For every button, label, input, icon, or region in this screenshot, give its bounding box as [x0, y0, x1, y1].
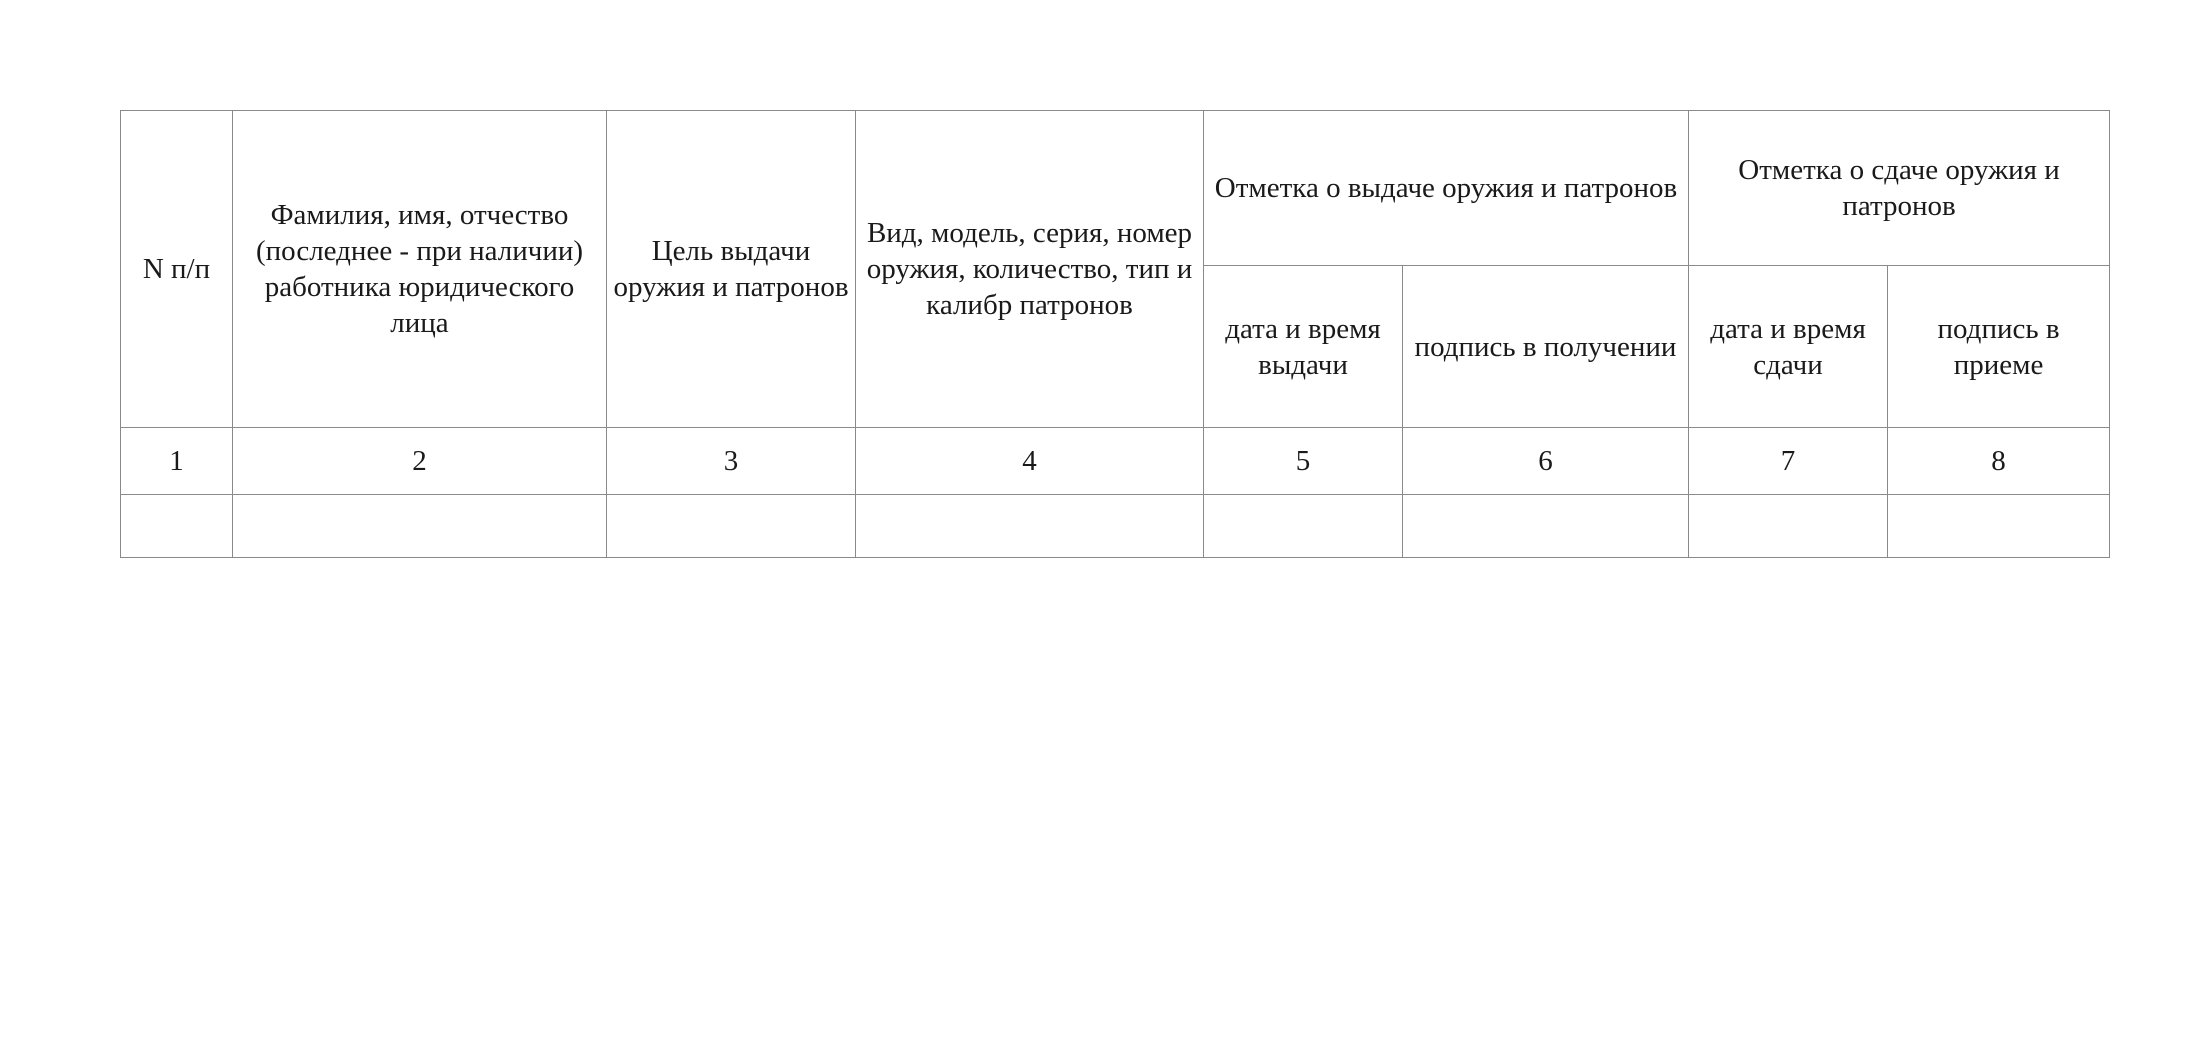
header-purpose-label: Цель выдачи оружия и патронов [613, 235, 849, 303]
header-cell-return-datetime [1689, 266, 1888, 428]
header-cell-receipt-signature [1403, 266, 1689, 428]
header-return-datetime-label: дата и время сдачи [1710, 312, 1866, 381]
header-group-return [1689, 111, 2110, 266]
header-receipt-signature-label: подпись в получении [1414, 330, 1677, 363]
header-group-issue [1204, 111, 1689, 266]
column-number-cell: 5 [1204, 428, 1403, 495]
header-group-issue-label: Отметка о выдаче оружия и патронов [1214, 172, 1678, 204]
column-number-cell: 6 [1403, 428, 1689, 495]
header-issue-datetime-label: дата и время выдачи [1225, 312, 1381, 381]
weapons-issue-journal-table [120, 110, 2110, 558]
column-number-cell: 8 [1888, 428, 2110, 495]
entry-cell-issue-datetime [1204, 495, 1403, 558]
empty-entry-row [121, 495, 2110, 558]
header-weapon-details-label: Вид, модель, серия, номер оружия, количество, тип и калибр патронов [866, 217, 1193, 321]
column-number-cell: 7 [1689, 428, 1888, 495]
header-group-return-label: Отметка о сдаче оружия и патронов [1738, 154, 2060, 222]
header-full-name-label: Фамилия, имя, отчество (последнее - при наличии) работника юридического лица [255, 199, 584, 339]
header-cell-acceptance-signature [1888, 266, 2110, 428]
entry-cell-number [121, 495, 233, 558]
column-number-cell: 1 [121, 428, 233, 495]
header-acceptance-signature-label: подпись в приеме [1937, 312, 2060, 381]
header-cell-issue-datetime [1204, 266, 1403, 428]
entry-cell-acceptance-signature [1888, 495, 2110, 558]
entry-cell-return-datetime [1689, 495, 1888, 558]
header-cell-purpose [607, 111, 856, 428]
header-cell-number [121, 111, 233, 428]
column-number-cell: 2 [233, 428, 607, 495]
header-cell-weapon-details [856, 111, 1204, 428]
header-number-label: N п/п [142, 253, 211, 285]
header-cell-full-name [233, 111, 607, 428]
column-number-cell: 4 [856, 428, 1204, 495]
entry-cell-weapon-details [856, 495, 1204, 558]
header-row-1 [121, 111, 2110, 266]
column-number-cell: 3 [607, 428, 856, 495]
entry-cell-full-name [233, 495, 607, 558]
entry-cell-purpose [607, 495, 856, 558]
column-number-row [121, 428, 2110, 495]
entry-cell-receipt-signature [1403, 495, 1689, 558]
